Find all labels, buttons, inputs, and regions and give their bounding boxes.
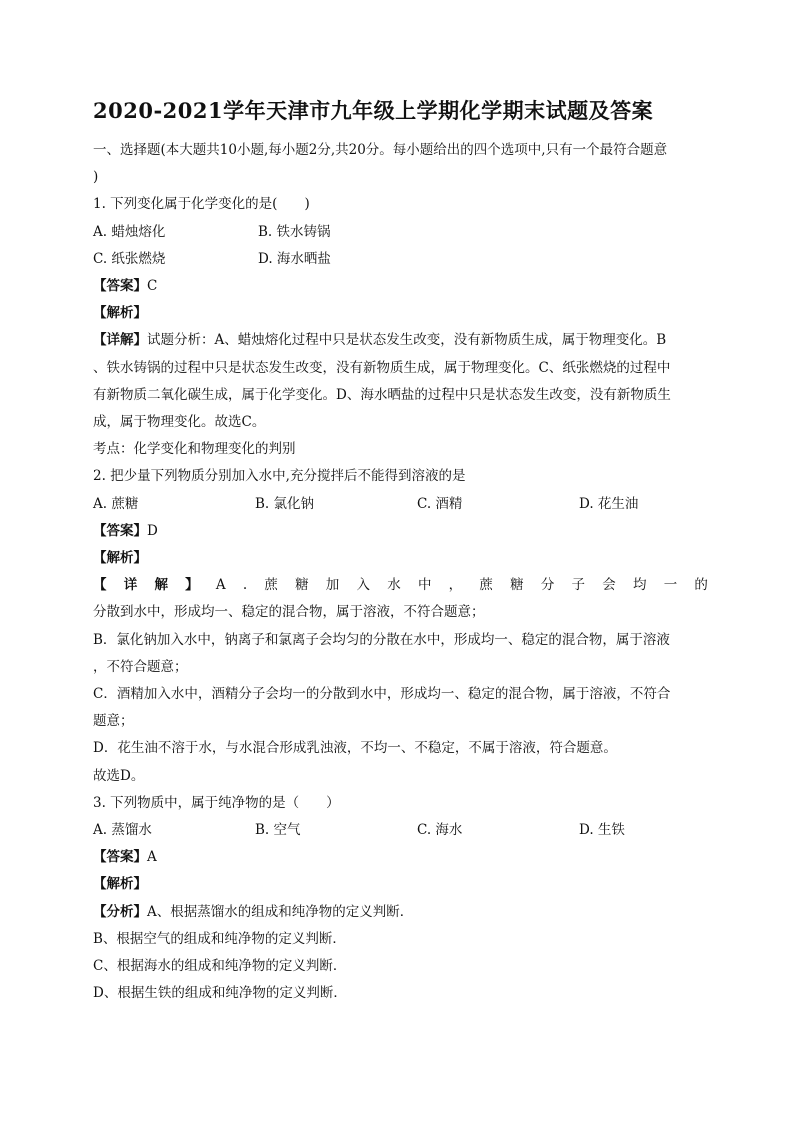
- question-1-detail-line-2: 、铁水铸锅的过程中只是状态发生改变，没有新物质生成，属于物理变化。C、纸张燃烧的过程中: [93, 359, 671, 376]
- detail-label: 【详解】: [93, 332, 147, 349]
- question-2-detail-line-6: D．花生油不溶于水，与水混合形成乳浊液，不均一、不稳定，不属于溶液，符合题意。: [93, 740, 617, 757]
- answer-label: 【答案】: [93, 849, 147, 866]
- question-1-option-c: C. 纸张燃烧: [93, 250, 166, 267]
- spread-char: 蔗: [479, 577, 493, 594]
- detail-text: 试题分析：A、蜡烛熔化过程中只是状态发生改变，没有新物质生成，属于物理变化。B: [147, 332, 667, 349]
- question-1-detail-line-4: 成，属于物理变化。故选C。: [93, 414, 266, 431]
- analysis-label: 【解析】: [93, 550, 147, 567]
- question-3-analysis-line-a: [93, 899, 708, 926]
- question-2-detail-spread-line: [93, 572, 708, 599]
- question-3-answer: [93, 844, 708, 871]
- question-3-analysis-line-d: D、根据生铁的组成和纯净物的定义判断．: [93, 985, 347, 1002]
- spread-char: ，: [448, 577, 463, 594]
- question-2-option-b: B. 氯化钠: [255, 495, 315, 512]
- question-1-analysis-label: [93, 300, 708, 327]
- section-header-continuation: ): [93, 169, 99, 186]
- analysis-label: 【解析】: [93, 876, 147, 893]
- spread-char: 蔗: [264, 577, 278, 594]
- spread-char: 入: [356, 577, 371, 594]
- question-2-stem: 2. 把少量下列物质分别加入水中,充分搅拌后不能得到溶液的是: [93, 468, 466, 485]
- spread-char: 子: [571, 577, 586, 594]
- spread-char: 水: [387, 577, 401, 594]
- answer-value: D: [147, 522, 158, 539]
- question-2-option-c: C. 酒精: [417, 495, 463, 512]
- question-3-analysis-line-c: C、根据海水的组成和纯净物的定义判断．: [93, 958, 347, 975]
- question-2-options: [93, 491, 708, 518]
- question-2-detail-line-7: 故选D。: [93, 767, 145, 784]
- answer-label: 【答案】: [93, 278, 147, 295]
- question-1-stem: 1. 下列变化属于化学变化的是( ): [93, 196, 310, 213]
- question-1-answer: [93, 273, 708, 300]
- spread-char: A: [215, 577, 226, 594]
- question-2-analysis-label: [93, 545, 708, 572]
- answer-label: 【答案】: [93, 522, 147, 539]
- spread-char: 解: [154, 577, 168, 594]
- question-2-detail-line-1: 分散到水中，形成均一、稳定的混合物，属于溶液，不符合题意；: [93, 604, 485, 621]
- analysis-text: A、根据蒸馏水的组成和纯净物的定义判断．: [147, 903, 414, 920]
- question-1-option-b: B. 铁水铸锅: [258, 223, 331, 240]
- spread-char: 一: [663, 577, 678, 594]
- answer-value: C: [147, 278, 158, 295]
- question-1-note: 考点：化学变化和物理变化的判别: [93, 441, 296, 458]
- spread-char: .: [242, 577, 248, 594]
- question-2-detail-line-2: B．氯化钠加入水中，钠离子和氯离子会均匀的分散在水中，形成均一、稳定的混合物，属于溶液: [93, 631, 670, 648]
- question-3-option-d: D. 生铁: [579, 822, 625, 839]
- spread-char: 详: [123, 577, 138, 594]
- spread-char: 糖: [510, 577, 524, 594]
- question-3-stem: 3. 下列物质中，属于纯净物的是（ ）: [93, 794, 340, 811]
- question-2-option-d: D. 花生油: [579, 495, 639, 512]
- question-1-option-a: A. 蜡烛熔化: [93, 223, 166, 240]
- question-2-detail-line-5: 题意；: [93, 713, 134, 730]
- analysis-label: 【解析】: [93, 305, 147, 322]
- question-3-analysis-line-b: B、根据空气的组成和纯净物的定义判断．: [93, 930, 346, 947]
- question-1-detail-line-1: [93, 327, 708, 354]
- spread-char: 分: [540, 577, 555, 594]
- question-1-detail-line-3: 有新物质二氧化碳生成，属于化学变化。D、海水晒盐的过程中只是状态发生改变，没有新物质生: [93, 386, 671, 403]
- document-title: 2020-2021学年天津市九年级上学期化学期末试题及答案: [93, 98, 654, 123]
- question-2-answer: [93, 518, 708, 545]
- question-2-detail-line-3: ，不符合题意；: [93, 658, 188, 675]
- spread-char: 的: [694, 577, 708, 594]
- fenxi-label: 【分析】: [93, 903, 147, 920]
- spread-char: 】: [185, 577, 199, 594]
- spread-char: 均: [632, 577, 647, 594]
- question-3-option-b: B. 空气: [255, 822, 301, 839]
- question-1-option-d: D. 海水晒盐: [258, 250, 331, 267]
- spread-char: 糖: [295, 577, 309, 594]
- spread-char: 加: [325, 577, 340, 594]
- question-1-options-row-1: [93, 219, 708, 246]
- question-1-options-row-2: [93, 246, 708, 273]
- question-3-option-c: C. 海水: [417, 822, 463, 839]
- spread-char: 【: [93, 577, 107, 594]
- question-3-options: [93, 817, 708, 844]
- question-2-detail-line-4: C．酒精加入水中，酒精分子会均一的分散到水中，形成均一、稳定的混合物，属于溶液，不符合: [93, 686, 671, 703]
- question-3-analysis-label: [93, 871, 708, 898]
- section-header: 一、选择题(本大题共10小题,每小题2分,共20分。每小题给出的四个选项中,只有一个最符合题意: [93, 142, 668, 158]
- question-2-option-a: A. 蔗糖: [93, 495, 139, 512]
- exam-document: [93, 95, 708, 1008]
- spread-char: 会: [602, 577, 616, 594]
- question-3-option-a: A. 蒸馏水: [93, 822, 152, 839]
- spread-char: 中: [417, 577, 432, 594]
- answer-value: A: [147, 849, 157, 866]
